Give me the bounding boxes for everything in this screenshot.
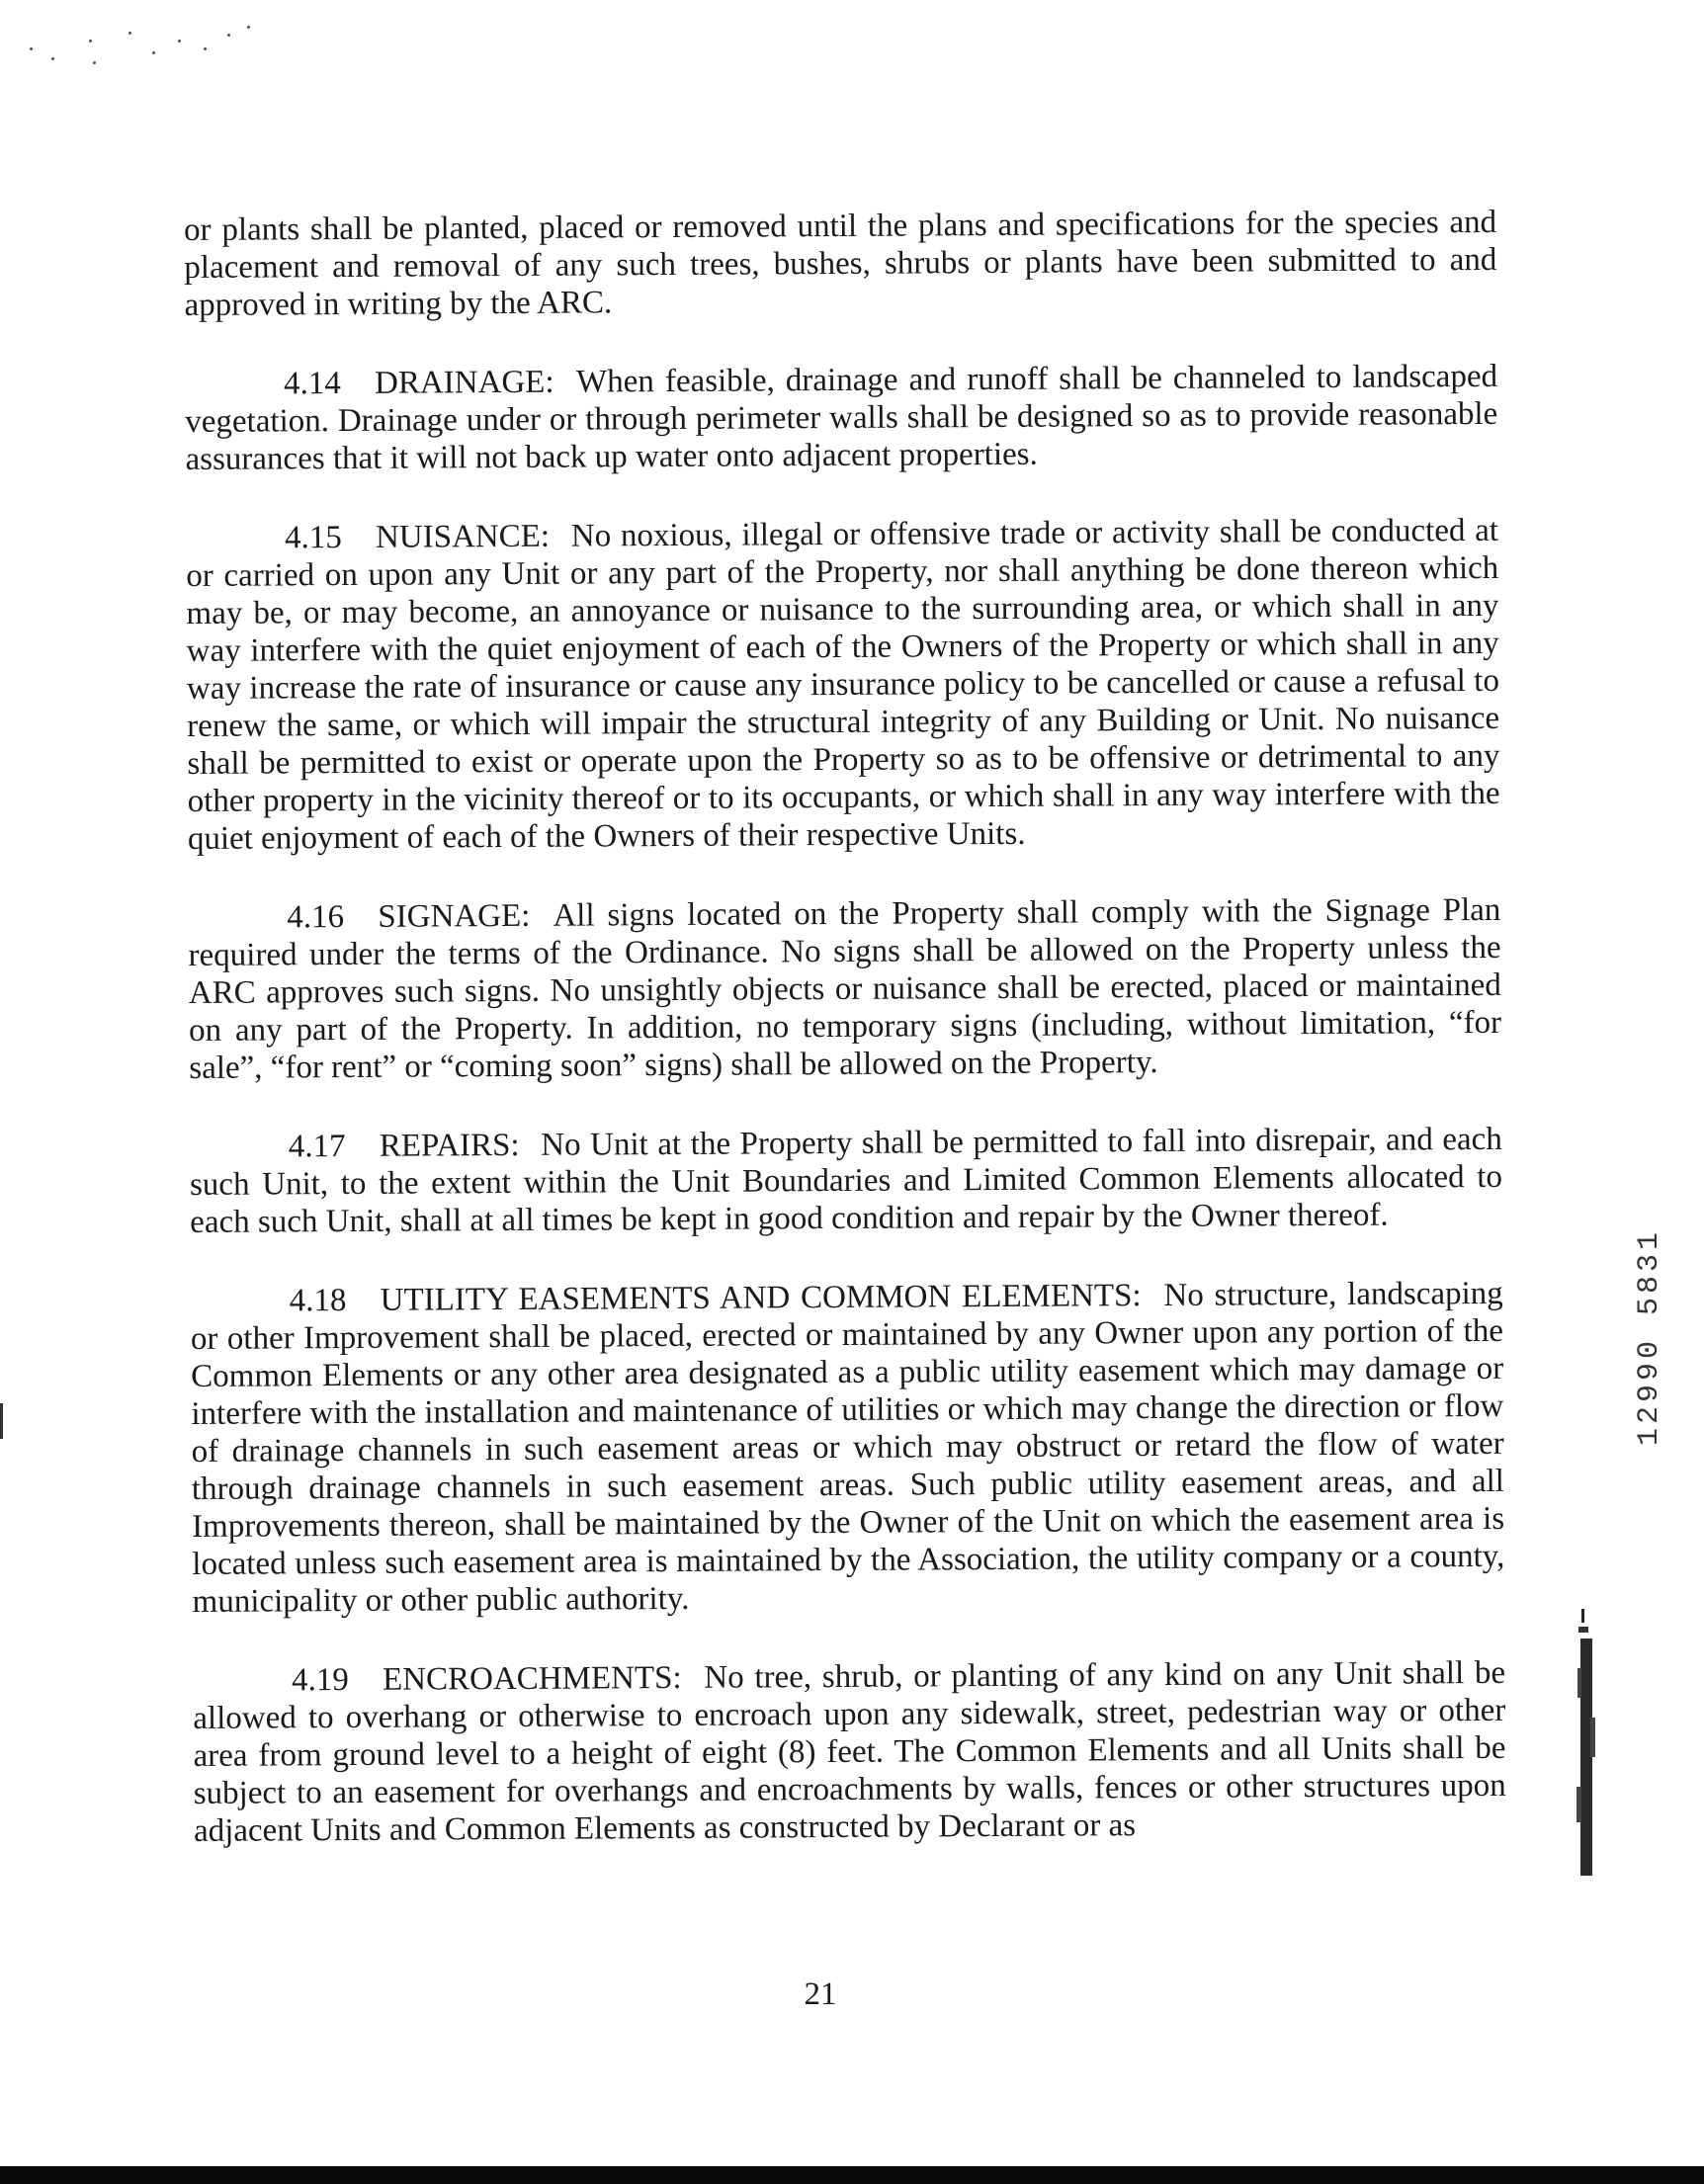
- section-number: 4.15: [284, 520, 342, 556]
- paragraph-4-17-repairs: [190, 1121, 1503, 1241]
- paragraph-text: or plants shall be planted, placed or removed until the plans and specifications for the species and placement and removal of any such trees, bushes, shrubs or plants have been submitted to and approved in writing by the ARC.: [184, 204, 1497, 323]
- paragraph-4-16-signage: [188, 891, 1501, 1087]
- page-number: 21: [804, 1976, 837, 2012]
- section-heading: SIGNAGE:: [378, 897, 531, 935]
- section-heading: DRAINAGE:: [374, 364, 554, 401]
- paragraph-text: When feasible, drainage and runoff shall be channeled to landscaped vegetation. Drainage under or through perimeter walls shall be designed so as to provide reasonable assurances that it will not back up water onto adjacent properties.: [185, 358, 1498, 477]
- paragraph-text: No Unit at the Property shall be permitted to fall into disrepair, and each such Unit, to the extent within the Unit Boundaries and Limited Common Elements allocated to each such Unit, shall at all times be kept in good condition and repair by the Owner thereof.: [189, 1121, 1503, 1240]
- scan-speck: [30, 47, 33, 50]
- scan-speck: [178, 40, 181, 42]
- scan-bottom-edge: [0, 2166, 1704, 2184]
- paragraph-4-18-utility-easements: [191, 1275, 1505, 1621]
- paragraph-4-15-nuisance: [186, 512, 1500, 858]
- paragraph-text: All signs located on the Property shall comply with the Signage Plan required under the terms of the Ordinance. No signs shall be allowed on the Property unless the ARC approves such signs. No unsightly objects or nuisance shall be erected, placed or maintained on any part of the Property. In addition, no temporary signs (including, without limitation, “for sale”, “for rent” or “coming soon” signs) shall be allowed on the Property.: [188, 891, 1502, 1086]
- paragraph-continuation: [184, 204, 1497, 324]
- scan-speck: [247, 26, 250, 29]
- section-number: 4.19: [291, 1662, 349, 1699]
- scan-specks: [30, 18, 267, 77]
- document-body: [184, 204, 1507, 1931]
- scan-speck: [51, 57, 54, 60]
- scan-speck: [93, 61, 96, 64]
- section-number: 4.17: [288, 1129, 346, 1165]
- paragraph-text: No noxious, illegal or offensive trade or activity shall be conducted at or carried on upon any Unit or any part of the Property, nor shall anything be done thereon which may be, or may become, an annoyance or nuisance to the surrounding area, or which shall in any way interfere with the quiet enjoyment of each of the Owners of the Property or which shall in any way increase the rate of insurance or cause any insurance policy to be cancelled or cause a refusal to renew the same, or which will impair the structural integrity of any Building or Unit. No nuisance shall be permitted to exist or operate upon the Property so as to be offensive or detrimental to any other property in the vicinity thereof or to its occupants, or which shall in any way interfere with the quiet enjoyment of each of the Owners of their respective Units.: [186, 512, 1500, 857]
- binding-mark: [1574, 1609, 1597, 1878]
- paragraph-text: No tree, shrub, or planting of any kind on any Unit shall be allowed to overhang or otherwise to encroach upon any sidewalk, street, pedestrian way or other area from ground level to a height of eight (8) feet. The Common Elements and all Units shall be subject to an easement for overhangs and encroachments by walls, fences or other structures upon adjacent Units and Common Elements as constructed by Declarant or as: [193, 1654, 1506, 1849]
- section-number: 4.14: [283, 366, 341, 402]
- section-number: 4.16: [287, 899, 345, 936]
- section-heading: REPAIRS:: [379, 1127, 520, 1164]
- margin-stamp: 12990 5831: [1633, 1227, 1666, 1447]
- paragraph-text: No structure, landscaping or other Improvement shall be placed, erected or maintained by any Owner upon any portion of the Common Elements or any other area designated as a public utility easement which may damage or interfere with the installation and maintenance of utilities or which may change the direction or flow of drainage channels in such easement areas or which may obstruct or retard the flow of water through drainage channels in such easement areas. Such public utility easement areas, and all Improvements thereon, shall be maintained by the Owner of the Unit on which the easement area is located unless such easement area is maintained by the Association, the utility company or a county, municipality or other public authority.: [190, 1275, 1505, 1620]
- scan-speck: [89, 40, 92, 42]
- section-heading: NUISANCE:: [375, 518, 551, 555]
- section-number: 4.18: [289, 1283, 347, 1319]
- scan-speck: [128, 32, 131, 35]
- paragraph-4-14-drainage: [185, 358, 1498, 478]
- scan-speck: [152, 51, 155, 54]
- section-heading: ENCROACHMENTS:: [382, 1659, 682, 1698]
- scan-speck: [204, 47, 207, 50]
- paragraph-4-19-encroachments: [193, 1654, 1506, 1850]
- section-heading: UTILITY EASEMENTS AND COMMON ELEMENTS:: [380, 1278, 1142, 1318]
- scan-speck: [227, 34, 230, 37]
- left-edge-mark: [0, 1403, 3, 1439]
